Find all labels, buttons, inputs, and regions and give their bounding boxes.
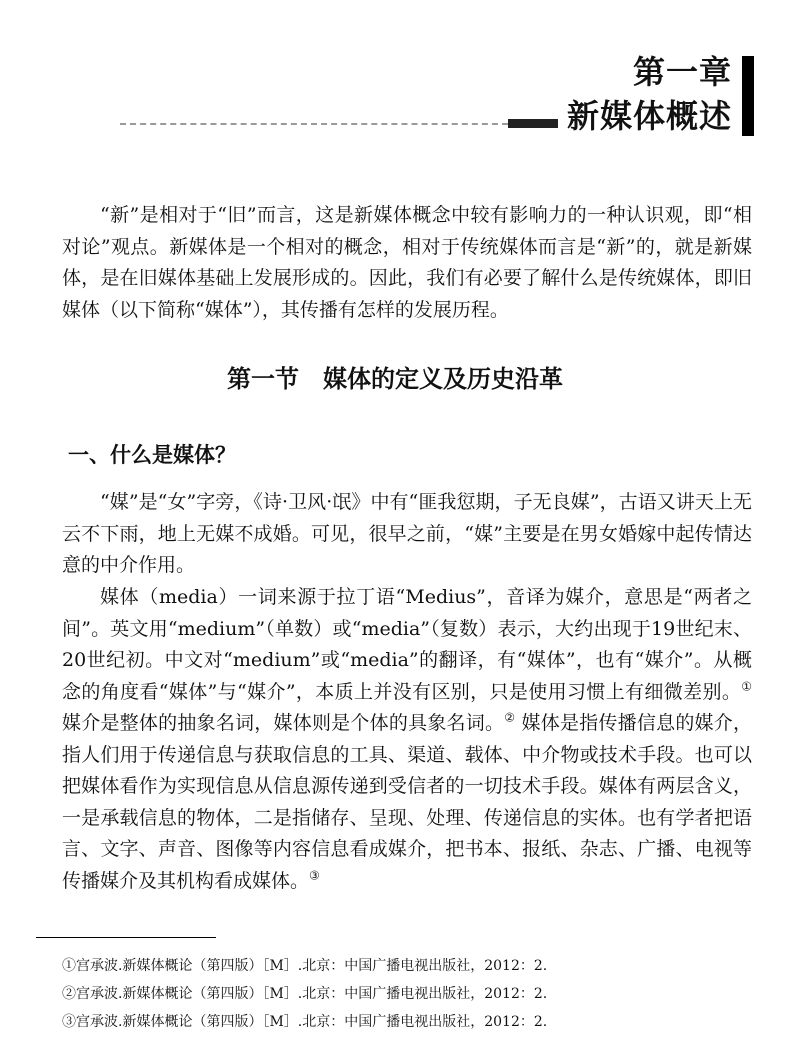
footnote-separator <box>36 937 216 938</box>
chapter-title: 新媒体概述 <box>566 97 732 135</box>
intro-paragraph: “新”是相对于“旧”而言，这是新媒体概念中较有影响力的一种认识观，即“相对论”观点。新媒体是一个相对的概念，相对于传统媒体而言是“新”的，就是新媒体，是在旧媒体基础上发展形成的。因此，我们有必要了解什么是传统媒体，即旧媒体（以下简称“媒体”），其传播有怎样的发展历程。 <box>62 204 752 321</box>
paragraph-text: 媒体（media）一词来源于拉丁语“Medius”，音译为媒介，意思是“两者之间”。英文用“medium”（单数）或“media”（复数）表示，大约出现于19世纪末、20世纪初。中文对“medium”或“media”的翻译，有“媒体”，也有“媒介”。从概念的角度看“媒体”与“媒介”，本质上并没有区别，只是使用习惯上有细微差别。 <box>62 586 752 703</box>
chapter-side-bar <box>742 56 754 136</box>
footnote-ref-1: ① <box>741 679 752 694</box>
chapter-header <box>567 52 754 136</box>
paragraph-text: 媒体是指传播信息的媒介，指人们用于传递信息与获取信息的工具、渠道、载体、中介物或技术手段。也可以把媒体看作为实现信息从信息源传递到受信者的一切技术手段。媒体有两层含义，一是承载信息的物体，二是指储存、呈现、处理、传递信息的实体。也有学者把语言、文字、声音、图像等内容信息看成媒介，把书本、报纸、杂志、广播、电视等传播媒介及其机构看成媒体。 <box>62 712 752 892</box>
paragraph-text: 媒介是整体的抽象名词，媒体则是个体的具象名词。 <box>62 712 505 734</box>
chapter-number: 第一章 <box>632 53 732 91</box>
paragraph-media-origin: “媒”是“女”字旁，《诗·卫风·氓》中有“匪我愆期，子无良媒”，古语又讲天上无云不下雨，地上无媒不成婚。可见，很早之前，“媒”主要是在男女婚嫁中起传情达意的中介作用。 <box>62 491 752 576</box>
footnote-item: ③宫承波.新媒体概论（第四版）［M］.北京：中国广播电视出版社，2012：2. <box>62 1014 548 1030</box>
footnote-item: ②宫承波.新媒体概论（第四版）［M］.北京：中国广播电视出版社，2012：2. <box>62 986 548 1002</box>
paragraph-media-definition <box>62 582 752 897</box>
footnote-ref-2: ② <box>504 710 516 725</box>
subsection-title: 一、什么是媒体？ <box>68 443 236 467</box>
chapter-solid-rule <box>508 119 558 128</box>
section-title: 第一节 媒体的定义及历史沿革 <box>227 365 563 393</box>
chapter-header-text <box>567 52 742 136</box>
footnotes <box>62 952 752 1036</box>
footnote-ref-3: ③ <box>309 868 320 883</box>
footnote-item: ①宫承波.新媒体概论（第四版）［M］.北京：中国广播电视出版社，2012：2. <box>62 958 548 974</box>
chapter-dotted-rule <box>120 123 508 125</box>
